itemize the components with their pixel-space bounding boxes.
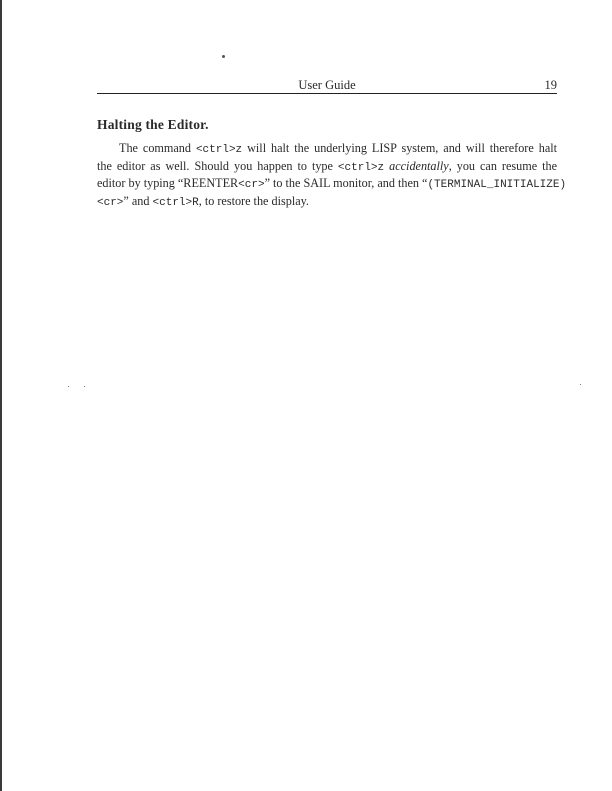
scan-speck: [222, 55, 225, 58]
paragraph-line: [97, 141, 557, 159]
scan-speck: [68, 386, 69, 387]
header-rule: [97, 93, 557, 94]
header-title: User Guide: [298, 78, 356, 92]
text-run: the editor as well. Should you happen to type: [97, 158, 338, 173]
text-run: , you can resume the: [448, 158, 558, 173]
code-run: <cr>: [238, 179, 265, 192]
code-run: <ctrl>z: [195, 144, 243, 156]
paragraph-line: [97, 159, 557, 177]
page-number: 19: [544, 78, 557, 92]
page-left-edge: [0, 0, 2, 791]
paragraph-line: [97, 194, 557, 212]
code-run: <ctrl>R: [152, 196, 199, 209]
scan-speck: [580, 384, 581, 385]
running-header: [97, 78, 557, 92]
text-run: editor by typing “REENTER: [97, 176, 239, 191]
code-run: <ctrl>z: [337, 161, 385, 174]
text-run: ” and: [123, 193, 153, 208]
text-run: will halt the underlying LISP system, and will therefore halt: [242, 141, 557, 155]
paragraph-line: [97, 176, 567, 194]
section-heading: Halting the Editor.: [97, 117, 209, 132]
italic-run: accidentally: [389, 158, 449, 173]
text-run: ” to the SAIL monitor, and then “: [264, 176, 428, 191]
body-paragraph: [97, 141, 567, 211]
text-run: The command: [119, 141, 196, 155]
text-run: , to restore the display.: [198, 193, 309, 208]
code-run: <cr>: [97, 196, 124, 209]
scan-speck: [84, 386, 85, 387]
code-run: (TERMINAL_INITIALIZE): [427, 179, 567, 192]
